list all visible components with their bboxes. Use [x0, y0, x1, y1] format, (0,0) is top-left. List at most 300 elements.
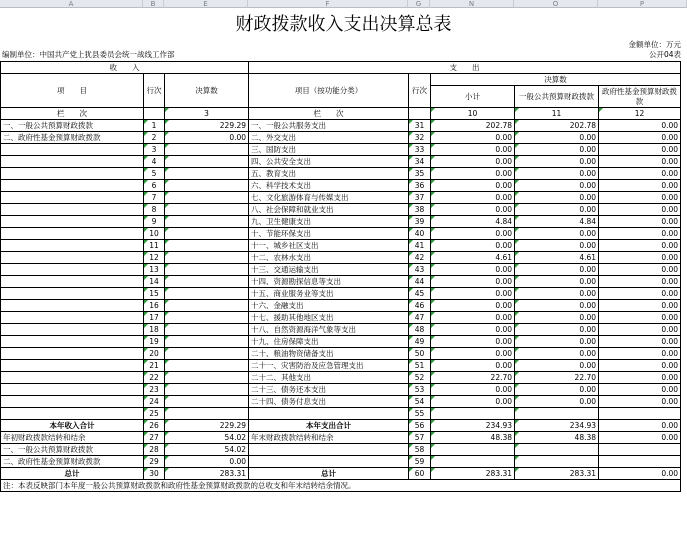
- table-row: [1, 132, 681, 144]
- income-row-no-cell[interactable]: 18: [144, 324, 165, 336]
- income-item-cell[interactable]: 一、一般公共预算财政拨款: [1, 120, 144, 132]
- income-item-cell[interactable]: [1, 384, 144, 396]
- subtotal-cell[interactable]: 0.00: [431, 312, 515, 324]
- fund-budget-cell[interactable]: 0.00: [599, 168, 681, 180]
- income-row-no-cell[interactable]: 6: [144, 180, 165, 192]
- expense-item-cell[interactable]: 十四、资源勘探信息等支出: [249, 276, 409, 288]
- income-item-cell[interactable]: [1, 396, 144, 408]
- expense-row-no-cell[interactable]: 47: [409, 312, 431, 324]
- general-budget-cell[interactable]: 48.38: [515, 432, 599, 444]
- expense-row-no-cell[interactable]: 44: [409, 276, 431, 288]
- subtotal-cell[interactable]: 0.00: [431, 396, 515, 408]
- income-item-cell[interactable]: 年初财政拨款结转和结余: [1, 432, 144, 444]
- fund-budget-cell[interactable]: 0.00: [599, 468, 681, 480]
- fund-budget-cell[interactable]: 0.00: [599, 432, 681, 444]
- expense-row-no-cell[interactable]: 48: [409, 324, 431, 336]
- general-budget-cell[interactable]: 0.00: [515, 384, 599, 396]
- income-item-cell[interactable]: [1, 180, 144, 192]
- income-item-cell[interactable]: [1, 276, 144, 288]
- income-amount-cell[interactable]: 0.00: [165, 456, 249, 468]
- general-budget-cell[interactable]: 0.00: [515, 228, 599, 240]
- expense-item-cell[interactable]: 总计: [249, 468, 409, 480]
- income-row-no-cell[interactable]: 27: [144, 432, 165, 444]
- expense-item-cell[interactable]: 十、节能环保支出: [249, 228, 409, 240]
- income-row-no-cell[interactable]: 15: [144, 288, 165, 300]
- amount-header[interactable]: 决算数: [165, 74, 249, 108]
- income-row-no-cell[interactable]: 3: [144, 144, 165, 156]
- income-amount-cell[interactable]: [165, 240, 249, 252]
- general-budget-cell[interactable]: 22.70: [515, 372, 599, 384]
- subtotal-cell[interactable]: 0.00: [431, 360, 515, 372]
- income-row-no-cell[interactable]: 23: [144, 384, 165, 396]
- expense-item-cell[interactable]: 年末财政拨款结转和结余: [249, 432, 409, 444]
- expense-row-no-cell[interactable]: 51: [409, 360, 431, 372]
- table-row: [1, 372, 681, 384]
- income-row-no-cell[interactable]: 26: [144, 420, 165, 432]
- table-row: [1, 144, 681, 156]
- table-row: [1, 288, 681, 300]
- income-item-cell[interactable]: [1, 288, 144, 300]
- col-header-p[interactable]: P: [598, 0, 687, 8]
- fund-budget-cell[interactable]: 0.00: [599, 372, 681, 384]
- fund-budget-cell[interactable]: 0.00: [599, 216, 681, 228]
- general-budget-cell[interactable]: 202.78: [515, 120, 599, 132]
- fund-budget-cell[interactable]: 0.00: [599, 240, 681, 252]
- expense-item-cell[interactable]: 本年支出合计: [249, 420, 409, 432]
- income-row-no-cell[interactable]: 1: [144, 120, 165, 132]
- expense-item-cell[interactable]: 十三、交通运输支出: [249, 264, 409, 276]
- income-header[interactable]: 收 入: [1, 62, 249, 74]
- income-amount-cell[interactable]: [165, 252, 249, 264]
- expense-item-cell[interactable]: 十八、自然资源海洋气象等支出: [249, 324, 409, 336]
- table-row: [1, 396, 681, 408]
- income-item-cell[interactable]: 一、一般公共预算财政拨款: [1, 444, 144, 456]
- expense-item-cell[interactable]: 六、科学技术支出: [249, 180, 409, 192]
- expense-row-no-cell[interactable]: 58: [409, 444, 431, 456]
- income-amount-cell[interactable]: [165, 408, 249, 420]
- table-row: [1, 168, 681, 180]
- expense-row-no-cell[interactable]: 33: [409, 144, 431, 156]
- income-item-cell[interactable]: [1, 192, 144, 204]
- general-budget-header[interactable]: 一般公共预算财政拨款: [515, 86, 599, 108]
- income-item-cell[interactable]: 本年收入合计: [1, 420, 144, 432]
- col-header-g[interactable]: G: [408, 0, 430, 8]
- table-row: [1, 192, 681, 204]
- table-row: [1, 432, 681, 444]
- income-amount-cell[interactable]: [165, 372, 249, 384]
- income-item-cell[interactable]: [1, 252, 144, 264]
- income-item-cell[interactable]: 二、政府性基金预算财政拨款: [1, 132, 144, 144]
- expense-item-cell[interactable]: 八、社会保障和就业支出: [249, 204, 409, 216]
- fund-budget-cell[interactable]: 0.00: [599, 144, 681, 156]
- income-amount-cell[interactable]: [165, 264, 249, 276]
- item-header[interactable]: 项 目: [1, 74, 144, 108]
- fund-budget-cell[interactable]: 0.00: [599, 384, 681, 396]
- expense-item-cell[interactable]: 三、国防支出: [249, 144, 409, 156]
- income-item-cell[interactable]: 二、政府性基金预算财政拨款: [1, 456, 144, 468]
- table-row: [1, 276, 681, 288]
- table-row: [1, 156, 681, 168]
- expense-item-cell[interactable]: [249, 444, 409, 456]
- income-item-cell[interactable]: [1, 372, 144, 384]
- expense-row-no-cell[interactable]: 57: [409, 432, 431, 444]
- fund-budget-cell[interactable]: 0.00: [599, 264, 681, 276]
- expense-item-cell[interactable]: 一、一般公共服务支出: [249, 120, 409, 132]
- income-amount-cell[interactable]: [165, 336, 249, 348]
- expense-row-no-cell[interactable]: 46: [409, 300, 431, 312]
- expense-row-no-cell[interactable]: 43: [409, 264, 431, 276]
- general-budget-cell[interactable]: 0.00: [515, 276, 599, 288]
- fund-budget-cell[interactable]: 0.00: [599, 120, 681, 132]
- subtotal-cell[interactable]: 234.93: [431, 420, 515, 432]
- expense-item-cell[interactable]: 二十一、灾害防治及应急管理支出: [249, 360, 409, 372]
- col-header-o[interactable]: O: [514, 0, 598, 8]
- expense-item-cell[interactable]: 十六、金融支出: [249, 300, 409, 312]
- lanci-empty-b[interactable]: [144, 108, 165, 120]
- fund-budget-cell[interactable]: 0.00: [599, 228, 681, 240]
- table-row: [1, 444, 681, 456]
- expense-item-cell[interactable]: 四、公共安全支出: [249, 156, 409, 168]
- table-row: [1, 384, 681, 396]
- income-amount-cell[interactable]: [165, 192, 249, 204]
- table-row: [1, 408, 681, 420]
- income-row-no-cell[interactable]: 8: [144, 204, 165, 216]
- income-row-no-cell[interactable]: 4: [144, 156, 165, 168]
- general-budget-cell[interactable]: 0.00: [515, 324, 599, 336]
- fund-budget-cell[interactable]: [599, 444, 681, 456]
- lanci-label-2[interactable]: 栏 次: [249, 108, 409, 120]
- general-budget-cell[interactable]: 0.00: [515, 336, 599, 348]
- income-row-no-cell[interactable]: 22: [144, 372, 165, 384]
- income-amount-cell[interactable]: 229.29: [165, 120, 249, 132]
- income-amount-cell[interactable]: [165, 180, 249, 192]
- col-3-label[interactable]: 3: [165, 108, 249, 120]
- subtotal-cell[interactable]: 0.00: [431, 288, 515, 300]
- table-row: [1, 120, 681, 132]
- col-10-label[interactable]: 10: [431, 108, 515, 120]
- general-budget-cell[interactable]: 0.00: [515, 192, 599, 204]
- table-row: [1, 312, 681, 324]
- general-budget-cell[interactable]: 0.00: [515, 360, 599, 372]
- subtotal-cell[interactable]: [431, 408, 515, 420]
- subtotal-cell[interactable]: [431, 456, 515, 468]
- income-amount-cell[interactable]: [165, 396, 249, 408]
- income-amount-cell[interactable]: 54.02: [165, 432, 249, 444]
- income-amount-cell[interactable]: [165, 300, 249, 312]
- income-row-no-cell[interactable]: 28: [144, 444, 165, 456]
- expense-row-no-cell[interactable]: 60: [409, 468, 431, 480]
- expense-item-cell[interactable]: 十一、城乡社区支出: [249, 240, 409, 252]
- col-12-label[interactable]: 12: [599, 108, 681, 120]
- fund-budget-cell[interactable]: 0.00: [599, 132, 681, 144]
- subtotal-cell[interactable]: 0.00: [431, 180, 515, 192]
- subtotal-cell[interactable]: 0.00: [431, 324, 515, 336]
- income-amount-cell[interactable]: [165, 144, 249, 156]
- expense-row-no-cell[interactable]: 36: [409, 180, 431, 192]
- subtotal-header[interactable]: 小计: [431, 86, 515, 108]
- fund-budget-cell[interactable]: 0.00: [599, 204, 681, 216]
- lanci-label[interactable]: 栏 次: [1, 108, 144, 120]
- general-budget-cell[interactable]: 0.00: [515, 312, 599, 324]
- income-item-cell[interactable]: [1, 168, 144, 180]
- income-item-cell[interactable]: [1, 240, 144, 252]
- income-item-cell[interactable]: [1, 144, 144, 156]
- expense-row-no-cell[interactable]: 52: [409, 372, 431, 384]
- general-budget-cell[interactable]: [515, 408, 599, 420]
- general-budget-cell[interactable]: 0.00: [515, 132, 599, 144]
- form-number: 公开04表: [648, 50, 681, 59]
- income-amount-cell[interactable]: [165, 228, 249, 240]
- table-row: [1, 240, 681, 252]
- income-amount-cell[interactable]: [165, 288, 249, 300]
- income-amount-cell[interactable]: [165, 348, 249, 360]
- lanci-empty-g[interactable]: [409, 108, 431, 120]
- expense-row-no-cell[interactable]: 45: [409, 288, 431, 300]
- expense-row-no-cell[interactable]: 32: [409, 132, 431, 144]
- table-row: [1, 420, 681, 432]
- col-header-b[interactable]: B: [143, 0, 164, 8]
- subtotal-cell[interactable]: 0.00: [431, 168, 515, 180]
- income-amount-cell[interactable]: [165, 384, 249, 396]
- expense-row-no-cell[interactable]: 50: [409, 348, 431, 360]
- fund-budget-cell[interactable]: 0.00: [599, 396, 681, 408]
- expense-row-no-cell[interactable]: 53: [409, 384, 431, 396]
- fiscal-table: [0, 61, 681, 492]
- income-amount-cell[interactable]: 54.02: [165, 444, 249, 456]
- income-row-no-cell[interactable]: 25: [144, 408, 165, 420]
- expense-row-no-cell[interactable]: 35: [409, 168, 431, 180]
- expense-row-no-cell[interactable]: 55: [409, 408, 431, 420]
- fund-budget-cell[interactable]: 0.00: [599, 312, 681, 324]
- income-row-no-cell[interactable]: 19: [144, 336, 165, 348]
- fund-budget-cell[interactable]: 0.00: [599, 348, 681, 360]
- subtotal-cell[interactable]: 283.31: [431, 468, 515, 480]
- subtotal-cell[interactable]: 0.00: [431, 384, 515, 396]
- income-amount-cell[interactable]: [165, 276, 249, 288]
- income-item-cell[interactable]: [1, 360, 144, 372]
- subtotal-cell[interactable]: 0.00: [431, 348, 515, 360]
- general-budget-cell[interactable]: 0.00: [515, 156, 599, 168]
- col-11-label[interactable]: 11: [515, 108, 599, 120]
- general-budget-cell[interactable]: 4.84: [515, 216, 599, 228]
- subtotal-cell[interactable]: 0.00: [431, 132, 515, 144]
- expense-item-cell[interactable]: 九、卫生健康支出: [249, 216, 409, 228]
- table-row: [1, 204, 681, 216]
- income-item-cell[interactable]: [1, 204, 144, 216]
- income-row-no-cell[interactable]: 16: [144, 300, 165, 312]
- func-item-header[interactable]: 项目（按功能分类）: [249, 74, 409, 108]
- fund-budget-cell[interactable]: 0.00: [599, 192, 681, 204]
- income-item-cell[interactable]: [1, 264, 144, 276]
- expense-row-no-cell[interactable]: 37: [409, 192, 431, 204]
- expense-header[interactable]: 支 出: [249, 62, 681, 74]
- col-header-n[interactable]: N: [430, 0, 514, 8]
- subtotal-cell[interactable]: 202.78: [431, 120, 515, 132]
- income-amount-cell[interactable]: [165, 204, 249, 216]
- expense-row-no-cell[interactable]: 31: [409, 120, 431, 132]
- income-row-no-cell[interactable]: 11: [144, 240, 165, 252]
- income-row-no-cell[interactable]: 21: [144, 360, 165, 372]
- fund-budget-header[interactable]: 政府性基金预算财政拨款: [599, 86, 681, 108]
- expense-row-no-cell[interactable]: 40: [409, 228, 431, 240]
- general-budget-cell[interactable]: 0.00: [515, 180, 599, 192]
- expense-row-no-cell[interactable]: 56: [409, 420, 431, 432]
- row-no2-header[interactable]: 行次: [409, 74, 431, 108]
- table-row: [1, 336, 681, 348]
- general-budget-cell[interactable]: 283.31: [515, 468, 599, 480]
- table-row: [1, 324, 681, 336]
- income-row-no-cell[interactable]: 14: [144, 276, 165, 288]
- income-item-cell[interactable]: [1, 312, 144, 324]
- general-budget-cell[interactable]: 0.00: [515, 204, 599, 216]
- subtotal-cell[interactable]: 0.00: [431, 276, 515, 288]
- expense-row-no-cell[interactable]: 41: [409, 240, 431, 252]
- income-item-cell[interactable]: [1, 156, 144, 168]
- col-header-a[interactable]: A: [0, 0, 143, 8]
- income-item-cell[interactable]: [1, 348, 144, 360]
- income-item-cell[interactable]: [1, 336, 144, 348]
- table-row: [1, 456, 681, 468]
- table-row: [1, 300, 681, 312]
- subtotal-cell[interactable]: 0.00: [431, 192, 515, 204]
- expense-row-no-cell[interactable]: 38: [409, 204, 431, 216]
- footnote[interactable]: 注：本表反映部门本年度一般公共预算财政拨款和政府性基金预算财政拨款的总收支和年末结转结余情况。: [1, 480, 681, 492]
- income-item-cell[interactable]: [1, 228, 144, 240]
- income-amount-cell[interactable]: 229.29: [165, 420, 249, 432]
- row-no-header[interactable]: 行次: [144, 74, 165, 108]
- expense-item-cell[interactable]: 二十四、债务付息支出: [249, 396, 409, 408]
- general-budget-cell[interactable]: 0.00: [515, 348, 599, 360]
- income-amount-cell[interactable]: [165, 168, 249, 180]
- income-item-cell[interactable]: [1, 324, 144, 336]
- fund-budget-cell[interactable]: 0.00: [599, 360, 681, 372]
- income-amount-cell[interactable]: 0.00: [165, 132, 249, 144]
- general-budget-cell[interactable]: 0.00: [515, 264, 599, 276]
- income-item-cell[interactable]: 总计: [1, 468, 144, 480]
- expense-item-cell[interactable]: 十五、商业服务业等支出: [249, 288, 409, 300]
- expense-item-cell[interactable]: [249, 456, 409, 468]
- report-title: 财政拨款收入支出决算总表: [235, 14, 452, 35]
- expense-row-no-cell[interactable]: 39: [409, 216, 431, 228]
- table-row: [1, 228, 681, 240]
- table-row: [1, 360, 681, 372]
- expense-item-cell[interactable]: 二、外交支出: [249, 132, 409, 144]
- org-label: 编制单位：中国共产党上犹县委员会统一战线工作部: [2, 50, 175, 59]
- expense-item-cell[interactable]: 五、教育支出: [249, 168, 409, 180]
- table-row: [1, 348, 681, 360]
- subtotal-cell[interactable]: 0.00: [431, 336, 515, 348]
- expense-row-no-cell[interactable]: 49: [409, 336, 431, 348]
- subtotal-cell[interactable]: 48.38: [431, 432, 515, 444]
- income-amount-cell[interactable]: [165, 216, 249, 228]
- expense-item-cell[interactable]: 十七、援助其他地区支出: [249, 312, 409, 324]
- general-budget-cell[interactable]: 0.00: [515, 396, 599, 408]
- subtotal-cell[interactable]: 0.00: [431, 228, 515, 240]
- table-row: [1, 264, 681, 276]
- expense-row-no-cell[interactable]: 42: [409, 252, 431, 264]
- fund-budget-cell[interactable]: 0.00: [599, 180, 681, 192]
- income-row-no-cell[interactable]: 5: [144, 168, 165, 180]
- subtotal-cell[interactable]: 0.00: [431, 204, 515, 216]
- expense-item-cell[interactable]: 二十三、债务还本支出: [249, 384, 409, 396]
- subtotal-cell[interactable]: 0.00: [431, 144, 515, 156]
- income-item-cell[interactable]: [1, 216, 144, 228]
- general-budget-cell[interactable]: 4.61: [515, 252, 599, 264]
- general-budget-cell[interactable]: 234.93: [515, 420, 599, 432]
- general-budget-cell[interactable]: 0.00: [515, 240, 599, 252]
- fund-budget-cell[interactable]: 0.00: [599, 288, 681, 300]
- fund-budget-cell[interactable]: 0.00: [599, 324, 681, 336]
- expense-row-no-cell[interactable]: 59: [409, 456, 431, 468]
- subtotal-cell[interactable]: [431, 444, 515, 456]
- general-budget-cell[interactable]: 0.00: [515, 144, 599, 156]
- expense-row-no-cell[interactable]: 34: [409, 156, 431, 168]
- subtotal-cell[interactable]: 0.00: [431, 264, 515, 276]
- general-budget-cell[interactable]: [515, 444, 599, 456]
- fund-budget-cell[interactable]: 0.00: [599, 420, 681, 432]
- table-row: [1, 252, 681, 264]
- income-row-no-cell[interactable]: 2: [144, 132, 165, 144]
- subtotal-cell[interactable]: 0.00: [431, 156, 515, 168]
- expense-item-cell[interactable]: 七、文化旅游体育与传媒支出: [249, 192, 409, 204]
- fund-budget-cell[interactable]: 0.00: [599, 300, 681, 312]
- final-header[interactable]: 决算数: [431, 74, 681, 86]
- income-amount-cell[interactable]: [165, 360, 249, 372]
- expense-row-no-cell[interactable]: 54: [409, 396, 431, 408]
- income-row-no-cell[interactable]: 20: [144, 348, 165, 360]
- income-row-no-cell[interactable]: 13: [144, 264, 165, 276]
- subtotal-cell[interactable]: 4.61: [431, 252, 515, 264]
- expense-item-cell[interactable]: 十九、住房保障支出: [249, 336, 409, 348]
- expense-item-cell[interactable]: [249, 408, 409, 420]
- income-item-cell[interactable]: [1, 300, 144, 312]
- expense-item-cell[interactable]: 二十、粮油物资储备支出: [249, 348, 409, 360]
- fund-budget-cell[interactable]: 0.00: [599, 252, 681, 264]
- income-row-no-cell[interactable]: 9: [144, 216, 165, 228]
- fund-budget-cell[interactable]: [599, 456, 681, 468]
- subtotal-cell[interactable]: 22.70: [431, 372, 515, 384]
- fund-budget-cell[interactable]: 0.00: [599, 336, 681, 348]
- income-amount-cell[interactable]: [165, 156, 249, 168]
- fund-budget-cell[interactable]: 0.00: [599, 156, 681, 168]
- fund-budget-cell[interactable]: 0.00: [599, 276, 681, 288]
- general-budget-cell[interactable]: [515, 456, 599, 468]
- expense-item-cell[interactable]: 二十二、其他支出: [249, 372, 409, 384]
- subtotal-cell[interactable]: 4.84: [431, 216, 515, 228]
- income-amount-cell[interactable]: 283.31: [165, 468, 249, 480]
- income-amount-cell[interactable]: [165, 324, 249, 336]
- income-row-no-cell[interactable]: 24: [144, 396, 165, 408]
- general-budget-cell[interactable]: 0.00: [515, 300, 599, 312]
- income-item-cell[interactable]: [1, 408, 144, 420]
- general-budget-cell[interactable]: 0.00: [515, 168, 599, 180]
- table-row: [1, 216, 681, 228]
- fund-budget-cell[interactable]: [599, 408, 681, 420]
- general-budget-cell[interactable]: 0.00: [515, 288, 599, 300]
- income-row-no-cell[interactable]: 7: [144, 192, 165, 204]
- income-row-no-cell[interactable]: 10: [144, 228, 165, 240]
- col-header-e[interactable]: E: [164, 0, 248, 8]
- income-amount-cell[interactable]: [165, 312, 249, 324]
- col-header-f[interactable]: F: [248, 0, 408, 8]
- subtotal-cell[interactable]: 0.00: [431, 300, 515, 312]
- income-row-no-cell[interactable]: 12: [144, 252, 165, 264]
- expense-item-cell[interactable]: 十二、农林水支出: [249, 252, 409, 264]
- income-row-no-cell[interactable]: 17: [144, 312, 165, 324]
- income-row-no-cell[interactable]: 29: [144, 456, 165, 468]
- income-row-no-cell[interactable]: 30: [144, 468, 165, 480]
- subtotal-cell[interactable]: 0.00: [431, 240, 515, 252]
